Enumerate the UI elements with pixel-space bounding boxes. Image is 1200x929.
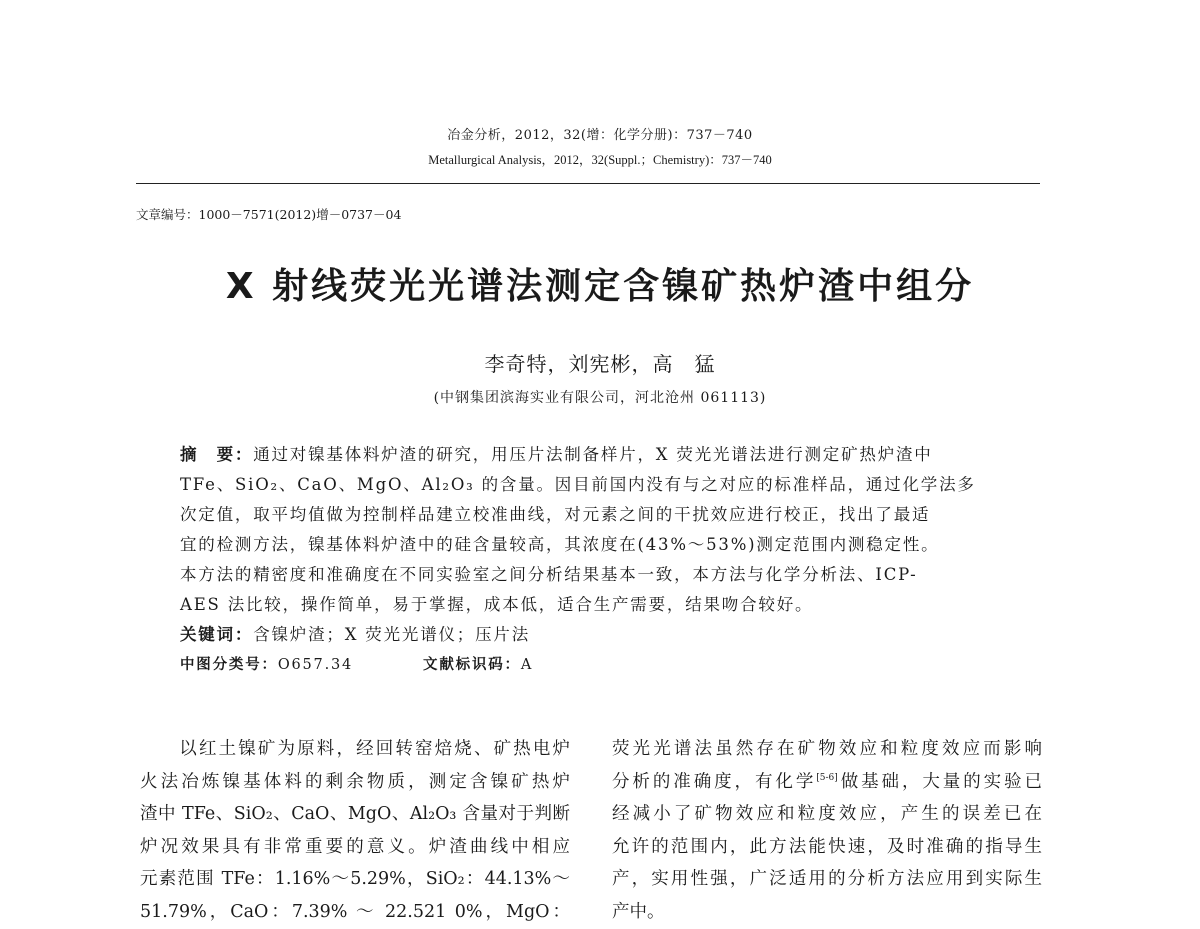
article-number: 文章编号：1000－7571(2012)增－0737－04 <box>136 207 402 222</box>
keywords-value: 含镍炉渣；X 荧光光谱仪；压片法 <box>253 625 530 644</box>
abstract <box>180 440 1005 680</box>
citation-ref: [5-6] <box>816 772 838 783</box>
keywords <box>180 620 1005 650</box>
abstract-line: 摘 要：通过对镍基体料炉渣的研究，用压片法制备样片，X 荧光光谱法进行测定矿热炉渣中 <box>180 445 933 464</box>
abstract-line: 本方法的精密度和准确度在不同实验室之间分析结果基本一致，本方法与化学分析法、ICP- <box>180 565 918 584</box>
body-line: 炉况效果具有非常重要的意义。炉渣曲线中相应 <box>140 836 570 857</box>
body-line: 产，实用性强，广泛适用的分析方法应用到实际生 <box>612 869 1042 889</box>
body-line: 渣中 TFe、SiO₂、CaO、MgO、Al₂O₃ 含量对于判断 <box>140 804 570 824</box>
body-line: 分析的准确度，有化学[5-6]做基础，大量的实验已 <box>612 771 1043 792</box>
body-line: 产中。 <box>612 901 665 922</box>
body-line: 元素范围 TFe：1.16%～5.29%，SiO₂：44.13%～ <box>140 869 570 889</box>
doc-code-value: A <box>520 657 534 673</box>
paper-title: X 射线荧光光谱法测定含镍矿热炉渣中组分 <box>225 266 975 307</box>
clc-value: O657.34 <box>277 657 354 673</box>
body-line: 火法冶炼镍基体料的剩余物质，测定含镍矿热炉 <box>140 771 570 792</box>
body-column-left <box>140 733 570 928</box>
classification <box>180 650 1005 680</box>
abstract-line: TFe、SiO₂、CaO、MgO、Al₂O₃ 的含量。因目前国内没有与之对应的标准样品，通过化学法多 <box>180 475 976 494</box>
body-line: 荧光光谱法虽然存在矿物效应和粒度效应而影响 <box>612 739 1042 759</box>
keywords-label: 关键词： <box>180 625 254 644</box>
abstract-line: 次定值，取平均值做为控制样品建立校准曲线，对元素之间的干扰效应进行校正，找出了最适 <box>180 505 931 524</box>
journal-citation-en: Metallurgical Analysis，2012，32(Suppl.；Chemistry)：737－740 <box>428 153 772 167</box>
body-column-right <box>612 733 1042 928</box>
body-line: 以红土镍矿为原料，经回转窑焙烧、矿热电炉 <box>179 739 571 759</box>
clc-label: 中图分类号： <box>180 657 278 673</box>
abstract-line: 宜的检测方法，镍基体料炉渣中的硅含量较高，其浓度在(43%～53%)测定范围内测稳定性。 <box>180 535 940 554</box>
journal-citation-cn: 冶金分析，2012，32(增：化学分册)：737－740 <box>447 128 753 143</box>
authors: 李奇特，刘宪彬，高 猛 <box>484 352 716 376</box>
body-line: 经减小了矿物效应和粒度效应，产生的误差已在 <box>612 804 1042 824</box>
abstract-line: AES 法比较，操作简单，易于掌握，成本低，适合生产需要，结果吻合较好。 <box>180 595 814 614</box>
header-rule <box>136 183 1040 184</box>
body-line: 允许的范围内，此方法能快速，及时准确的指导生 <box>612 836 1042 857</box>
body-line: 51.79%，CaO：7.39% ～ 22.521 0%，MgO： <box>140 901 570 922</box>
abstract-label: 摘 要： <box>180 445 254 464</box>
affiliation: (中钢集团滨海实业有限公司，河北沧州 061113) <box>433 390 767 406</box>
doc-code-label: 文献标识码： <box>423 657 521 673</box>
